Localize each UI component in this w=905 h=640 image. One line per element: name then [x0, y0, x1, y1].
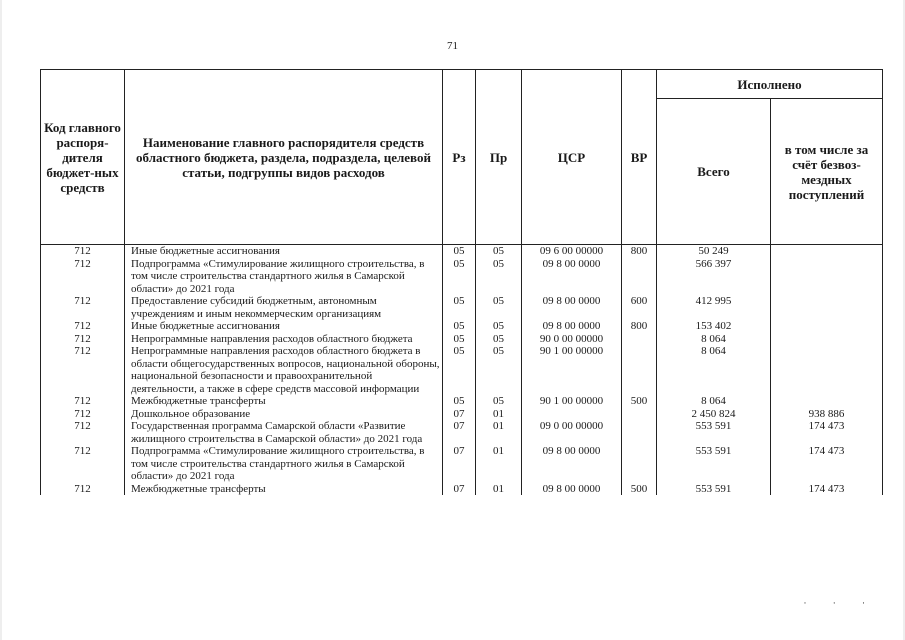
table-row	[41, 258, 883, 296]
cell-code: 712	[41, 445, 125, 483]
header-executed: Исполнено	[657, 70, 883, 99]
cell-code: 712	[41, 295, 125, 320]
table-row	[41, 408, 883, 421]
cell-total: 2 450 824	[657, 408, 771, 421]
cell-total: 553 591	[657, 483, 771, 496]
cell-vr: 500	[622, 483, 657, 496]
cell-csr: 90 1 00 00000	[522, 395, 622, 408]
cell-vr: 800	[622, 320, 657, 333]
cell-total: 553 591	[657, 445, 771, 483]
cell-gratuitous: 938 886	[771, 408, 883, 421]
cell-rz: 07	[443, 408, 476, 421]
cell-gratuitous	[771, 245, 883, 258]
cell-name: Государственная программа Самарской области «Развитие жилищного строительства в Самарской области» до 2021 года	[125, 420, 443, 445]
cell-pr: 01	[476, 420, 522, 445]
header-name: Наименование главного распорядителя средств областного бюджета, раздела, подраздела, целевой статьи, подгруппы видов расходов	[125, 70, 443, 245]
cell-code: 712	[41, 483, 125, 496]
cell-vr	[622, 258, 657, 296]
cell-total: 566 397	[657, 258, 771, 296]
cell-total: 8 064	[657, 395, 771, 408]
table-row	[41, 395, 883, 408]
cell-name: Межбюджетные трансферты	[125, 395, 443, 408]
cell-pr: 01	[476, 408, 522, 421]
cell-rz: 07	[443, 445, 476, 483]
cell-gratuitous: 174 473	[771, 483, 883, 496]
cell-pr: 05	[476, 258, 522, 296]
header-total: Всего	[657, 99, 771, 245]
cell-pr: 05	[476, 320, 522, 333]
table-row	[41, 420, 883, 445]
header-rz: Рз	[443, 70, 476, 245]
cell-csr: 09 8 00 0000	[522, 445, 622, 483]
budget-table-frame	[40, 69, 882, 495]
cell-csr: 09 8 00 0000	[522, 295, 622, 320]
cell-vr: 500	[622, 395, 657, 408]
table-row	[41, 345, 883, 395]
cell-csr: 09 0 00 00000	[522, 420, 622, 445]
header-pr: Пр	[476, 70, 522, 245]
cell-csr: 90 1 00 00000	[522, 345, 622, 395]
table-row	[41, 333, 883, 346]
cell-name: Непрограммные направления расходов областного бюджета	[125, 333, 443, 346]
budget-execution-table	[40, 69, 883, 495]
header-gratuitous: в том числе за счёт безвоз-мездных поступлений	[771, 99, 883, 245]
scan-specks: · · ·	[803, 598, 877, 608]
cell-code: 712	[41, 408, 125, 421]
cell-vr	[622, 445, 657, 483]
cell-rz: 05	[443, 258, 476, 296]
table-row	[41, 320, 883, 333]
cell-vr	[622, 345, 657, 395]
cell-code: 712	[41, 420, 125, 445]
cell-vr: 600	[622, 295, 657, 320]
cell-gratuitous: 174 473	[771, 445, 883, 483]
cell-name: Иные бюджетные ассигнования	[125, 245, 443, 258]
cell-gratuitous	[771, 320, 883, 333]
cell-name: Дошкольное образование	[125, 408, 443, 421]
table-row	[41, 245, 883, 258]
cell-csr: 09 8 00 0000	[522, 483, 622, 496]
cell-code: 712	[41, 245, 125, 258]
table-row	[41, 445, 883, 483]
cell-code: 712	[41, 395, 125, 408]
cell-csr	[522, 408, 622, 421]
cell-pr: 05	[476, 245, 522, 258]
cell-rz: 07	[443, 420, 476, 445]
cell-rz: 05	[443, 395, 476, 408]
cell-gratuitous	[771, 258, 883, 296]
cell-pr: 01	[476, 483, 522, 496]
cell-pr: 05	[476, 333, 522, 346]
cell-gratuitous	[771, 395, 883, 408]
cell-vr: 800	[622, 245, 657, 258]
cell-total: 50 249	[657, 245, 771, 258]
cell-gratuitous	[771, 295, 883, 320]
cell-total: 412 995	[657, 295, 771, 320]
cell-gratuitous	[771, 345, 883, 395]
cell-csr: 09 8 00 0000	[522, 320, 622, 333]
cell-csr: 09 6 00 00000	[522, 245, 622, 258]
cell-vr	[622, 420, 657, 445]
header-csr: ЦСР	[522, 70, 622, 245]
cell-rz: 05	[443, 345, 476, 395]
cell-csr: 90 0 00 00000	[522, 333, 622, 346]
header-code: Код главного распоря-дителя бюджет-ных средств	[41, 70, 125, 245]
cell-rz: 05	[443, 333, 476, 346]
cell-rz: 05	[443, 320, 476, 333]
cell-vr	[622, 333, 657, 346]
cell-name: Предоставление субсидий бюджетным, автономным учреждениям и иным некоммерческим организациям	[125, 295, 443, 320]
cell-total: 553 591	[657, 420, 771, 445]
cell-name: Межбюджетные трансферты	[125, 483, 443, 496]
cell-code: 712	[41, 345, 125, 395]
cell-name: Подпрограмма «Стимулирование жилищного строительства, в том числе строительства стандартного жилья в Самарской области» до 2021 года	[125, 258, 443, 296]
table-row	[41, 295, 883, 320]
table-header	[41, 70, 883, 245]
cell-code: 712	[41, 333, 125, 346]
cell-csr: 09 8 00 0000	[522, 258, 622, 296]
cell-code: 712	[41, 320, 125, 333]
table-row	[41, 483, 883, 496]
table-body	[41, 245, 883, 496]
cell-pr: 05	[476, 395, 522, 408]
cell-name: Непрограммные направления расходов областного бюджета в области общегосударственных вопросов, национальной обороны, национальной безопасности и правоохранительной деятельности, а также в сфере средств массовой информации	[125, 345, 443, 395]
cell-rz: 07	[443, 483, 476, 496]
cell-gratuitous	[771, 333, 883, 346]
cell-total: 8 064	[657, 333, 771, 346]
header-vr: ВР	[622, 70, 657, 245]
cell-total: 8 064	[657, 345, 771, 395]
cell-vr	[622, 408, 657, 421]
cell-total: 153 402	[657, 320, 771, 333]
cell-rz: 05	[443, 245, 476, 258]
cell-pr: 05	[476, 295, 522, 320]
cell-gratuitous: 174 473	[771, 420, 883, 445]
cell-pr: 05	[476, 345, 522, 395]
cell-name: Иные бюджетные ассигнования	[125, 320, 443, 333]
cell-pr: 01	[476, 445, 522, 483]
cell-name: Подпрограмма «Стимулирование жилищного строительства, в том числе строительства стандартного жилья в Самарской области» до 2021 года	[125, 445, 443, 483]
scan-edge-left	[0, 0, 2, 640]
cell-rz: 05	[443, 295, 476, 320]
page-number: 71	[447, 40, 458, 52]
cell-code: 712	[41, 258, 125, 296]
